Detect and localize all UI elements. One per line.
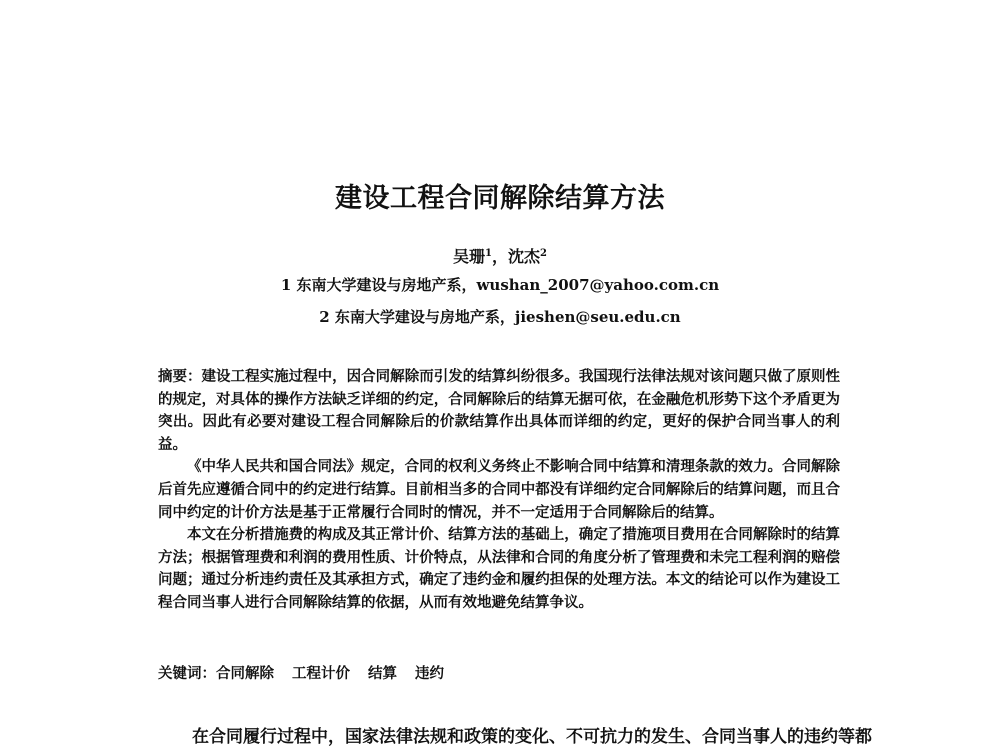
author-separator: ， <box>491 247 508 266</box>
affiliation-1: 1 东南大学建设与房地产系，wushan_2007@yahoo.com.cn <box>280 276 720 294</box>
paper-title: 建设工程合同解除结算方法 <box>335 183 665 214</box>
keyword: 违约 <box>415 665 444 682</box>
keyword: 合同解除 <box>216 665 274 682</box>
body-text-start: 在合同履行过程中，国家法律法规和政策的变化、不可抗力的发生、合同当事人的违约等都 <box>192 727 872 747</box>
author-name: 沈杰 <box>508 247 541 266</box>
author-affil-mark: 1 <box>485 248 492 259</box>
keyword: 结算 <box>368 665 397 682</box>
abstract-label: 摘要： <box>158 368 202 385</box>
abstract-text: 建设工程实施过程中，因合同解除而引发的结算纠纷很多。我国现行法律法规对该问题只做了原则性的规定，对具体的操作方法缺乏详细的约定，合同解除后的结算无据可依，在金融危机形势下这个矛盾更为突出。因此有必要对建设工程合同解除后的价款结算作出具体而详细的约定，更好的保护合同当事人的利益。 <box>158 368 841 453</box>
author-line <box>0 244 1000 267</box>
keywords <box>158 662 840 683</box>
affiliation-2: 2 东南大学建设与房地产系，jieshen@seu.edu.cn <box>319 308 681 326</box>
author-name: 吴珊 <box>453 247 486 266</box>
keyword: 工程计价 <box>292 665 350 682</box>
abstract <box>158 366 840 615</box>
author-affil-mark: 2 <box>540 248 547 259</box>
abstract-paragraph-3: 本文在分析措施费的构成及其正常计价、结算方法的基础上，确定了措施项目费用在合同解除时的结算方法；根据管理费和利润的费用性质、计价特点，从法律和合同的角度分析了管理费和未完工程利润的赔偿问题；通过分析违约责任及其承担方式，确定了违约金和履约担保的处理方法。本文的结论可以作为建设工程合同当事人进行合同解除结算的依据，从而有效地避免结算争议。 <box>158 526 840 611</box>
keywords-label: 关键词： <box>158 665 216 682</box>
abstract-paragraph-2: 《中华人民共和国合同法》规定，合同的权利义务终止不影响合同中结算和清理条款的效力。合同解除后首先应遵循合同中的约定进行结算。目前相当多的合同中都没有详细约定合同解除后的结算问题，而且合同中约定的计价方法是基于正常履行合同时的情况，并不一定适用于合同解除后的结算。 <box>158 458 840 521</box>
abstract-paragraph-1 <box>158 366 840 456</box>
